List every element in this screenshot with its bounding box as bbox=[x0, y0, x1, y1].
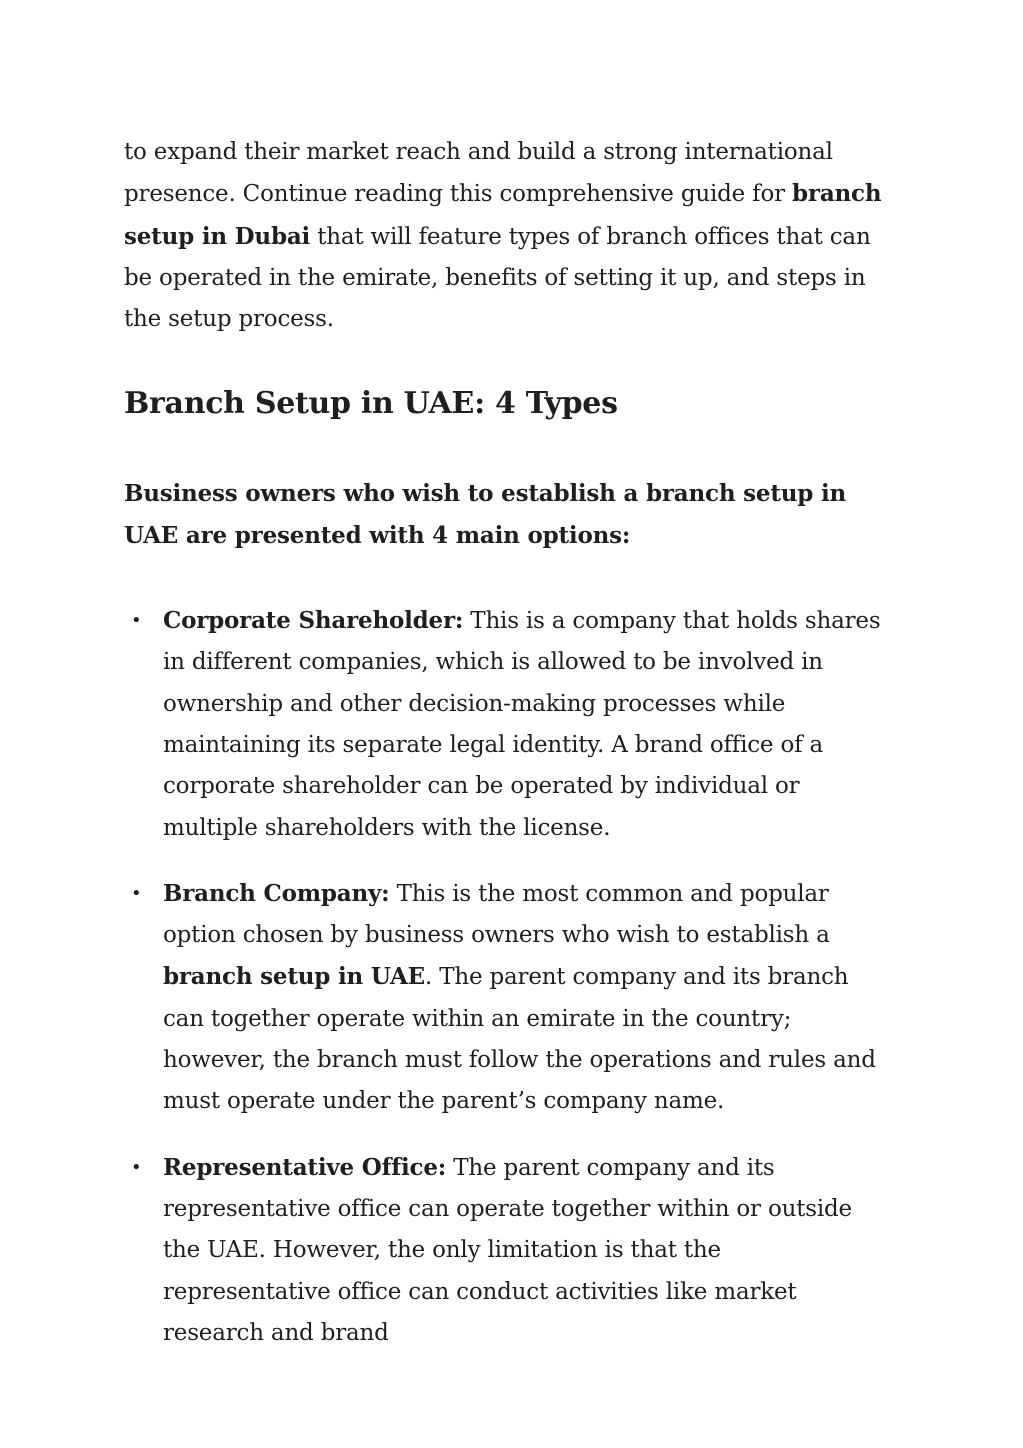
list-item-representative-office bbox=[124, 1147, 894, 1354]
intro-text-1: to expand their market reach and build a strong international presence. Continue reading this comprehensive guide for bbox=[124, 139, 833, 208]
bullet-icon: • bbox=[131, 882, 142, 904]
description-branch-company-part-1: This is the most common and popular option chosen by business owners who wish to establish a bbox=[163, 880, 830, 949]
intro-text-2: that will feature types of branch offices that can be operated in the emirate, benefits of setting it up, and steps in the setup process. bbox=[124, 223, 871, 333]
list-item-branch-company bbox=[124, 873, 894, 1123]
term-branch-company: Branch Company: bbox=[163, 879, 390, 907]
list-item-corporate-shareholder bbox=[124, 600, 894, 849]
term-representative-office: Representative Office: bbox=[163, 1153, 447, 1181]
term-corporate-shareholder: Corporate Shareholder: bbox=[163, 607, 464, 635]
bullet-icon: • bbox=[131, 610, 142, 632]
bullet-icon: • bbox=[131, 1156, 142, 1178]
section-heading: Branch Setup in UAE: 4 Types bbox=[124, 386, 618, 422]
description-corporate-shareholder: This is a company that holds shares in different companies, which is allowed to be involved in ownership and other decision-making processes while maintaining its separate legal identity. A brand office of a corporate shareholder can be operated by individual or multiple shareholders with the license. bbox=[163, 608, 881, 841]
description-representative-office: The parent company and its representative office can operate together within or outside the UAE. However, the only limitation is that the representative office can conduct activities like market research and brand bbox=[163, 1154, 852, 1346]
branch-types-list bbox=[124, 600, 894, 1354]
intro-bold-branch-setup-dubai: branch setup in Dubai bbox=[124, 180, 882, 250]
intro-paragraph bbox=[124, 132, 894, 340]
description-branch-company-part-2: . The parent company and its branch can together operate within an emirate in the country; however, the branch must follow the operations and rules and must operate under the parent’s company name. bbox=[163, 964, 876, 1115]
section-subheading: Business owners who wish to establish a branch setup in UAE are presented with 4 main options: bbox=[124, 480, 847, 549]
document-page bbox=[124, 132, 894, 1378]
bold-branch-setup-uae: branch setup in UAE bbox=[163, 963, 425, 991]
